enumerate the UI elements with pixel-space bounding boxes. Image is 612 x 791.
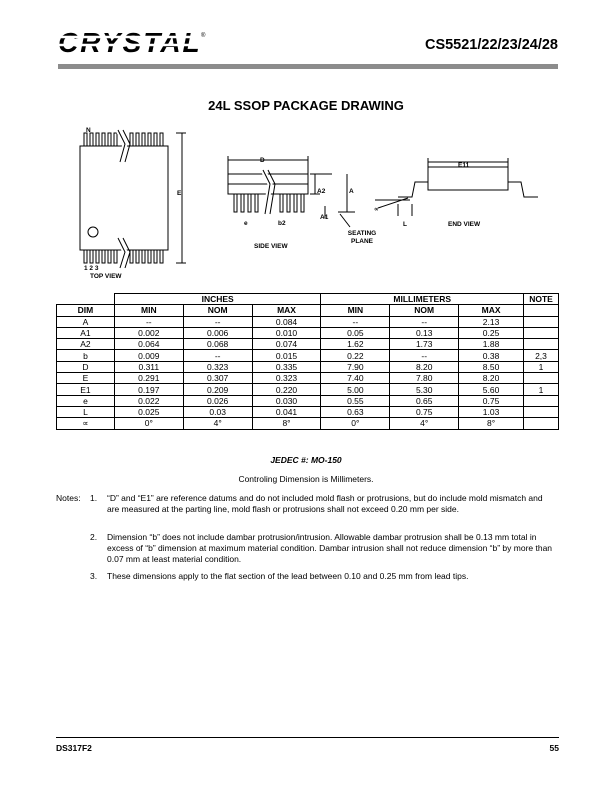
page-title: 24L SSOP PACKAGE DRAWING <box>208 98 404 113</box>
label-pins-123: 1 2 3 <box>84 265 99 272</box>
value-cell: 5.60 <box>459 384 524 395</box>
value-cell: 1.88 <box>459 339 524 350</box>
footer-rule <box>56 737 559 738</box>
value-cell: -- <box>390 350 459 361</box>
dim-cell: e <box>57 395 115 406</box>
value-cell: 0.55 <box>321 395 390 406</box>
value-cell: 0.291 <box>114 373 183 384</box>
value-cell: 0.75 <box>459 395 524 406</box>
value-cell: 1.62 <box>321 339 390 350</box>
top-view-body <box>80 146 168 250</box>
value-cell: 1.73 <box>390 339 459 350</box>
value-cell: 4° <box>183 418 252 429</box>
value-cell: 0° <box>114 418 183 429</box>
label-dim-a: A <box>349 188 354 195</box>
value-cell: 8.20 <box>390 361 459 372</box>
end-view-lead-left <box>398 182 428 197</box>
value-cell: 0.307 <box>183 373 252 384</box>
value-cell: 0.064 <box>114 339 183 350</box>
dimensions-table <box>56 293 559 430</box>
value-cell: 0.010 <box>252 327 321 338</box>
value-cell: 0.38 <box>459 350 524 361</box>
note-2 <box>90 532 556 565</box>
label-dim-l: L <box>403 221 407 228</box>
value-cell: 0.75 <box>390 406 459 417</box>
value-cell: 0.084 <box>252 316 321 327</box>
col-header: DIM <box>57 305 115 316</box>
value-cell: 0.030 <box>252 395 321 406</box>
table-row <box>57 384 559 395</box>
label-pin-n: N <box>86 127 91 134</box>
value-cell: 0° <box>321 418 390 429</box>
note-text: These dimensions apply to the flat section of the lead between 0.10 and 0.25 mm from lead tips. <box>107 571 469 581</box>
dim-cell: E1 <box>57 384 115 395</box>
value-cell: 5.30 <box>390 384 459 395</box>
value-cell <box>524 373 559 384</box>
value-cell: -- <box>183 350 252 361</box>
value-cell: 0.002 <box>114 327 183 338</box>
value-cell: 0.65 <box>390 395 459 406</box>
value-cell: 0.022 <box>114 395 183 406</box>
value-cell: 0.068 <box>183 339 252 350</box>
label-dim-d: D <box>260 157 265 164</box>
crystal-logo <box>58 28 208 63</box>
logo-text: CRYSTAL <box>58 28 202 58</box>
col-header: NOM <box>390 305 459 316</box>
value-cell: 8° <box>252 418 321 429</box>
value-cell: 0.009 <box>114 350 183 361</box>
dim-cell: A2 <box>57 339 115 350</box>
value-cell: 0.025 <box>114 406 183 417</box>
part-number: CS5521/22/23/24/28 <box>424 37 558 53</box>
notes-label: Notes: <box>56 493 81 503</box>
value-cell: 0.209 <box>183 384 252 395</box>
dim-cell: ∝ <box>57 418 115 429</box>
dim-cell: A <box>57 316 115 327</box>
value-cell: 0.323 <box>183 361 252 372</box>
note-text: Dimension “b” does not include dambar protrusion/intrusion. Allowable dambar protrusion shall be 0.13 mm total in excess of “b” dimension at maximum material condition. Dambar intrusion shall not reduce dimension “b” by more than 0.07 mm at least material condition. <box>107 532 553 564</box>
controlling-dimension: Controling Dimension is Millimeters. <box>238 474 374 484</box>
header-rule <box>58 64 558 69</box>
header-millimeters: MILLIMETERS <box>321 294 524 305</box>
table-row <box>57 406 559 417</box>
value-cell: 0.335 <box>252 361 321 372</box>
note-text: “D” and “E1” are reference datums and do not included mold flash or protrusions, but do include mold mismatch and are measured at the parting line, mold flash or protrusions shall not exceed 0.20 mm per side. <box>107 493 543 514</box>
table-row <box>57 350 559 361</box>
caption-top-view: TOP VIEW <box>90 273 122 280</box>
caption-end-view: END VIEW <box>448 221 481 228</box>
value-cell: 1 <box>524 361 559 372</box>
value-cell: 8.50 <box>459 361 524 372</box>
value-cell <box>524 327 559 338</box>
note-number: 2. <box>90 532 98 542</box>
label-dim-e-top: E <box>177 190 182 197</box>
label-dim-e1: E11 <box>458 162 470 169</box>
value-cell: 8.20 <box>459 373 524 384</box>
label-dim-b2: b2 <box>278 220 286 227</box>
note-1 <box>90 493 556 515</box>
label-dim-a2: A2 <box>317 188 326 195</box>
value-cell: 7.80 <box>390 373 459 384</box>
value-cell: 0.25 <box>459 327 524 338</box>
value-cell <box>524 418 559 429</box>
col-header: MIN <box>114 305 183 316</box>
value-cell: 0.03 <box>183 406 252 417</box>
value-cell <box>524 395 559 406</box>
table-row <box>57 327 559 338</box>
value-cell: 0.041 <box>252 406 321 417</box>
table-row <box>57 373 559 384</box>
note-number: 1. <box>90 493 98 503</box>
dim-cell: A1 <box>57 327 115 338</box>
note-number: 3. <box>90 571 98 581</box>
note-3 <box>90 571 556 582</box>
jedec-reference: JEDEC #: MO-150 <box>270 455 342 465</box>
footer-doc-id: DS317F2 <box>56 743 92 753</box>
value-cell: 2.13 <box>459 316 524 327</box>
end-view-body <box>428 167 508 190</box>
table-row <box>57 418 559 429</box>
value-cell: 7.90 <box>321 361 390 372</box>
dim-cell: b <box>57 350 115 361</box>
label-angle: ∝ <box>374 206 379 213</box>
package-drawing <box>70 122 550 287</box>
dimensions-table-body <box>57 316 559 429</box>
value-cell <box>524 316 559 327</box>
value-cell <box>524 339 559 350</box>
dim-cell: L <box>57 406 115 417</box>
col-header: MIN <box>321 305 390 316</box>
value-cell: 0.026 <box>183 395 252 406</box>
value-cell <box>524 406 559 417</box>
value-cell: 2,3 <box>524 350 559 361</box>
value-cell: 0.015 <box>252 350 321 361</box>
header-note: NOTE <box>524 294 559 305</box>
dim-cell: E <box>57 373 115 384</box>
group-header-row <box>57 294 559 305</box>
value-cell: 0.074 <box>252 339 321 350</box>
value-cell: 0.220 <box>252 384 321 395</box>
value-cell: -- <box>114 316 183 327</box>
value-cell: 8° <box>459 418 524 429</box>
table-row <box>57 395 559 406</box>
table-row <box>57 316 559 327</box>
table-row <box>57 361 559 372</box>
value-cell: 5.00 <box>321 384 390 395</box>
value-cell: 0.22 <box>321 350 390 361</box>
value-cell: 0.006 <box>183 327 252 338</box>
value-cell: -- <box>321 316 390 327</box>
value-cell: -- <box>390 316 459 327</box>
col-header: MAX <box>459 305 524 316</box>
label-dim-a1: A1 <box>320 214 329 221</box>
end-view-lead-right <box>508 182 538 197</box>
value-cell: 4° <box>390 418 459 429</box>
col-header: MAX <box>252 305 321 316</box>
footer-page-number: 55 <box>549 743 559 753</box>
package-drawing-svg <box>70 122 550 282</box>
label-seating-plane: SEATING PLANE <box>347 230 377 245</box>
value-cell: -- <box>183 316 252 327</box>
caption-side-view: SIDE VIEW <box>254 243 288 250</box>
value-cell: 0.05 <box>321 327 390 338</box>
column-header-row <box>57 305 559 316</box>
value-cell: 1 <box>524 384 559 395</box>
col-header: NOM <box>183 305 252 316</box>
header-inches: INCHES <box>114 294 321 305</box>
value-cell: 0.63 <box>321 406 390 417</box>
value-cell: 7.40 <box>321 373 390 384</box>
value-cell: 0.323 <box>252 373 321 384</box>
table-row <box>57 339 559 350</box>
pin1-marker <box>88 227 98 237</box>
label-dim-e-pitch: e <box>244 220 248 227</box>
value-cell: 0.197 <box>114 384 183 395</box>
value-cell: 0.311 <box>114 361 183 372</box>
value-cell: 1.03 <box>459 406 524 417</box>
value-cell: 0.13 <box>390 327 459 338</box>
svg-text:®: ® <box>201 33 206 39</box>
dim-cell: D <box>57 361 115 372</box>
